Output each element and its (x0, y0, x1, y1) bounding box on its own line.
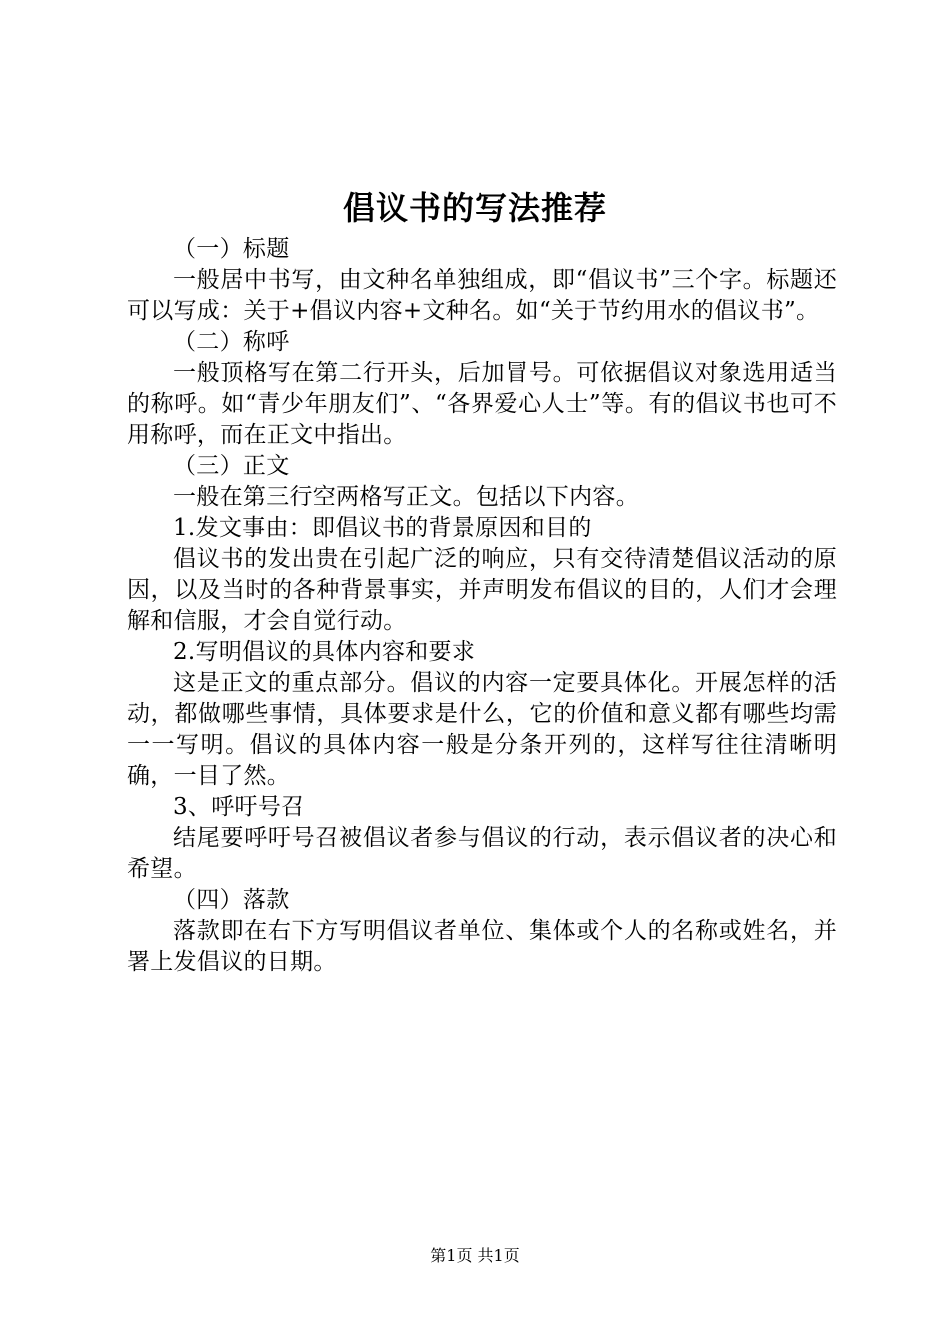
paragraph-content-desc: 这是正文的重点部分。倡议的内容一定要具体化。开展怎样的活动，都做哪些事情，具体要求是什么，它的价值和意义都有哪些均需一一写明。倡议的具体内容一般是分条开列的，这样写往往清晰明确，一目了然。 (127, 670, 837, 789)
paragraph-appeal-desc: 结尾要呼吁号召被倡议者参与倡议的行动，表示倡议者的决心和希望。 (127, 825, 837, 882)
subheading-reason: 1.发文事由：即倡议书的背景原因和目的 (173, 515, 592, 541)
paragraph-body-intro: 一般在第三行空两格写正文。包括以下内容。 (173, 484, 639, 510)
page-footer: 第1页 共1页 (430, 1246, 520, 1265)
subheading-content: 2.写明倡议的具体内容和要求 (173, 639, 476, 665)
paragraph-signature-desc: 落款即在右下方写明倡议者单位、集体或个人的名称或姓名，并署上发倡议的日期。 (127, 918, 837, 975)
document-title: 倡议书的写法推荐 (342, 189, 607, 227)
paragraph-title-desc: 一般居中书写，由文种名单独组成，即“倡议书”三个字。标题还可以写成：关于+倡议内容+文种名。如“关于节约用水的倡议书”。 (127, 267, 837, 324)
heading-signature-section: （四）落款 (173, 887, 290, 913)
heading-salutation-section: （二）称呼 (173, 329, 290, 355)
heading-title-section: （一）标题 (173, 236, 290, 262)
heading-body-section: （三）正文 (173, 453, 290, 479)
document-body (127, 234, 837, 978)
paragraph-reason-desc: 倡议书的发出贵在引起广泛的响应，只有交待清楚倡议活动的原因，以及当时的各种背景事实，并声明发布倡议的目的，人们才会理解和信服，才会自觉行动。 (127, 546, 837, 634)
paragraph-salutation-desc: 一般顶格写在第二行开头，后加冒号。可依据倡议对象选用适当的称呼。如“青少年朋友们”、“各界爱心人士”等。有的倡议书也可不用称呼，而在正文中指出。 (127, 360, 837, 448)
subheading-appeal: 3、呼吁号召 (173, 794, 305, 820)
